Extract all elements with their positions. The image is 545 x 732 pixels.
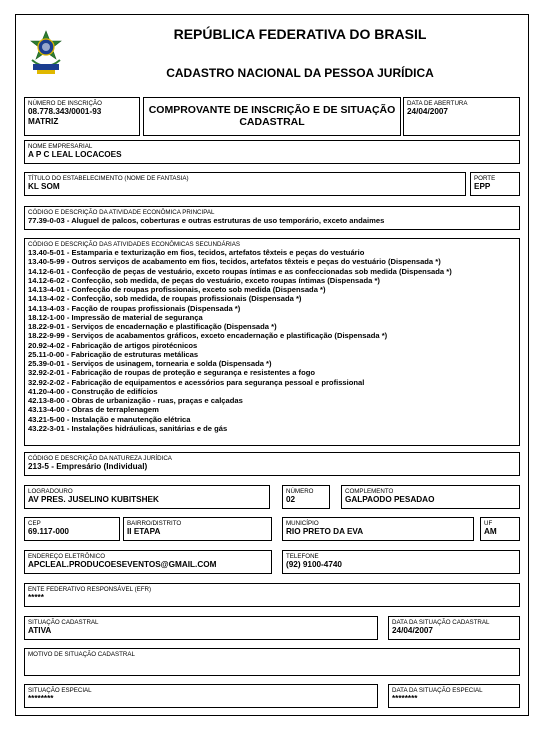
atividades-secundarias-list	[28, 248, 516, 433]
atividade-secundaria-item: 41.20-4-00 - Construção de edifícios	[28, 386, 158, 396]
atividade-secundaria-item: 43.13-4-00 - Obras de terraplenagem	[28, 405, 159, 415]
logradouro-value: AV PRES. JUSELINO KUBITSHEK	[28, 495, 159, 504]
atividade-secundaria-item: 18.22-9-01 - Serviços de encadernação e plastificação (Dispensada *)	[28, 322, 277, 331]
atividade-secundaria-item: 14.12-6-01 - Confecção de peças de vestuário, exceto roupas íntimas e as confeccionadas sob medida (Dispensada *)	[28, 266, 452, 276]
atividade-secundaria-item: 42.13-8-00 - Obras de urbanização - ruas, praças e calçadas	[28, 396, 243, 405]
atividade-secundaria-item: 14.13-4-01 - Confecção de roupas profissionais, exceto sob medida (Dispensada *)	[28, 285, 326, 294]
republic-heading: REPÚBLICA FEDERATIVA DO BRASIL	[173, 26, 427, 42]
atividade-secundaria-item: 14.13-4-03 - Facção de roupas profissionais (Dispensada *)	[28, 303, 241, 313]
uf-label: UF	[484, 520, 493, 527]
fantasia-box	[24, 172, 466, 196]
nome-empresarial-box	[24, 140, 520, 164]
atividade-secundaria-item: 32.92-2-01 - Fabricação de roupas de proteção e segurança e resistentes a fogo	[28, 368, 315, 378]
logradouro-box	[24, 485, 270, 509]
inscricao-number: 08.778.343/0001-93	[28, 107, 102, 116]
data-situacao-especial-label: DATA DA SITUAÇÃO ESPECIAL	[392, 687, 483, 694]
atividades-secundarias-box	[24, 238, 520, 446]
comprovante-title: COMPROVANTE DE INSCRIÇÃO E DE SITUAÇÃO CADASTRAL	[148, 104, 396, 128]
atividade-secundaria-item: 20.92-4-02 - Fabricação de artigos pirotécnicos	[28, 340, 198, 350]
municipio-label: MUNICÍPIO	[286, 520, 319, 527]
atividade-secundaria-item: 18.22-9-99 - Serviços de acabamentos gráficos, exceto encadernação e plastificação (Dispensada *)	[28, 331, 388, 341]
municipio-value: RIO PRETO DA EVA	[286, 527, 364, 536]
situacao-label: SITUAÇÃO CADASTRAL	[28, 619, 99, 626]
atividade-principal-label: CÓDIGO E DESCRIÇÃO DA ATIVIDADE ECONÔMICA PRINCIPAL	[28, 209, 215, 216]
logradouro-label: LOGRADOURO	[28, 488, 73, 495]
atividade-secundaria-item: 25.11-0-00 - Fabricação de estruturas metálicas	[28, 349, 199, 359]
inscricao-box	[24, 97, 140, 136]
email-label: ENDEREÇO ELETRÔNICO	[28, 553, 106, 560]
natureza-label: CÓDIGO E DESCRIÇÃO DA NATUREZA JURÍDICA	[28, 455, 172, 462]
numero-box	[282, 485, 330, 509]
email-value: APCLEAL.PRODUCOESEVENTOS@GMAIL.COM	[28, 560, 217, 569]
efr-label: ENTE FEDERATIVO RESPONSÁVEL (EFR)	[28, 586, 152, 593]
inscricao-type: MATRIZ	[28, 117, 59, 126]
complemento-box	[341, 485, 520, 509]
complemento-value: GALPAODO PESADAO	[345, 495, 435, 504]
efr-value: *****	[28, 593, 44, 602]
efr-box	[24, 583, 520, 607]
cep-label: CEP	[28, 520, 41, 527]
situacao-box	[24, 616, 378, 640]
numero-label: NÚMERO	[286, 488, 314, 495]
bairro-label: BAIRRO/DISTRITO	[127, 520, 182, 527]
situacao-especial-box	[24, 684, 378, 708]
natureza-box	[24, 452, 520, 476]
nome-empresarial-value: A P C LEAL LOCACOES	[28, 150, 122, 159]
atividade-secundaria-item: 25.39-0-01 - Serviços de usinagem, tornearia e solda (Dispensada *)	[28, 359, 272, 368]
atividade-secundaria-item: 13.40-5-01 - Estamparia e texturização em fios, tecidos, artefatos têxteis e peças do vestuário	[28, 248, 365, 257]
nome-empresarial-label: NOME EMPRESARIAL	[28, 143, 93, 150]
atividade-secundaria-item: 13.40-5-99 - Outros serviços de acabamento em fios, tecidos, artefatos têxteis e peças do vestuário (Dispensada *)	[28, 257, 441, 267]
atividade-secundaria-item: 43.21-5-00 - Instalação e manutenção elétrica	[28, 414, 191, 424]
abertura-box	[403, 97, 520, 136]
atividade-secundaria-item: 14.13-4-02 - Confecção, sob medida, de roupas profissionais (Dispensada *)	[28, 294, 302, 304]
atividade-secundaria-item: 32.92-2-02 - Fabricação de equipamentos e acessórios para segurança pessoal e profissional	[28, 377, 365, 387]
atividade-principal-box	[24, 206, 520, 230]
data-situacao-box	[388, 616, 520, 640]
fantasia-value: KL SOM	[28, 182, 60, 191]
cep-box	[24, 517, 120, 541]
municipio-box	[282, 517, 474, 541]
motivo-label: MOTIVO DE SITUAÇÃO CADASTRAL	[28, 651, 135, 658]
porte-label: PORTE	[474, 175, 496, 182]
cep-value: 69.117-000	[28, 527, 69, 536]
data-situacao-value: 24/04/2007	[392, 626, 433, 635]
atividade-secundaria-item: 18.12-1-00 - Impressão de material de segurança	[28, 312, 203, 322]
fantasia-label: TÍTULO DO ESTABELECIMENTO (NOME DE FANTASIA)	[28, 175, 189, 182]
bairro-value: II ETAPA	[127, 527, 161, 536]
uf-value: AM	[484, 527, 497, 536]
abertura-label: DATA DE ABERTURA	[407, 100, 468, 107]
telefone-value: (92) 9100-4740	[286, 560, 342, 569]
porte-box	[470, 172, 520, 196]
inscricao-label: NÚMERO DE INSCRIÇÃO	[28, 100, 102, 107]
numero-value: 02	[286, 495, 296, 504]
email-box	[24, 550, 272, 574]
porte-value: EPP	[474, 182, 491, 191]
complemento-label: COMPLEMENTO	[345, 488, 394, 495]
uf-box	[480, 517, 520, 541]
data-situacao-especial-box	[388, 684, 520, 708]
comprovante-box	[143, 97, 401, 136]
data-situacao-especial-value: ********	[392, 694, 418, 703]
abertura-date: 24/04/2007	[407, 107, 448, 116]
motivo-box	[24, 648, 520, 676]
situacao-especial-label: SITUAÇÃO ESPECIAL	[28, 687, 92, 694]
bairro-box	[123, 517, 272, 541]
registry-heading: CADASTRO NACIONAL DA PESSOA JURÍDICA	[166, 66, 434, 80]
atividade-principal-value: 77.39-0-03 - Aluguel de palcos, coberturas e outras estruturas de uso temporário, exceto andaimes	[28, 216, 385, 225]
brazil-coat-of-arms-icon	[27, 30, 65, 76]
situacao-value: ATIVA	[28, 626, 52, 635]
atividade-secundaria-item: 14.12-6-02 - Confecção, sob medida, de peças do vestuário, exceto roupas íntimas (Dispensada *)	[28, 275, 380, 285]
natureza-value: 213-5 - Empresário (Individual)	[28, 462, 148, 471]
atividade-secundaria-item: 43.22-3-01 - Instalações hidráulicas, sanitárias e de gás	[28, 423, 228, 433]
telefone-label: TELEFONE	[286, 553, 319, 560]
data-situacao-label: DATA DA SITUAÇÃO CADASTRAL	[392, 619, 490, 626]
situacao-especial-value: ********	[28, 694, 54, 703]
telefone-box	[282, 550, 520, 574]
atividades-secundarias-label: CÓDIGO E DESCRIÇÃO DAS ATIVIDADES ECONÔMICAS SECUNDÁRIAS	[28, 241, 241, 248]
